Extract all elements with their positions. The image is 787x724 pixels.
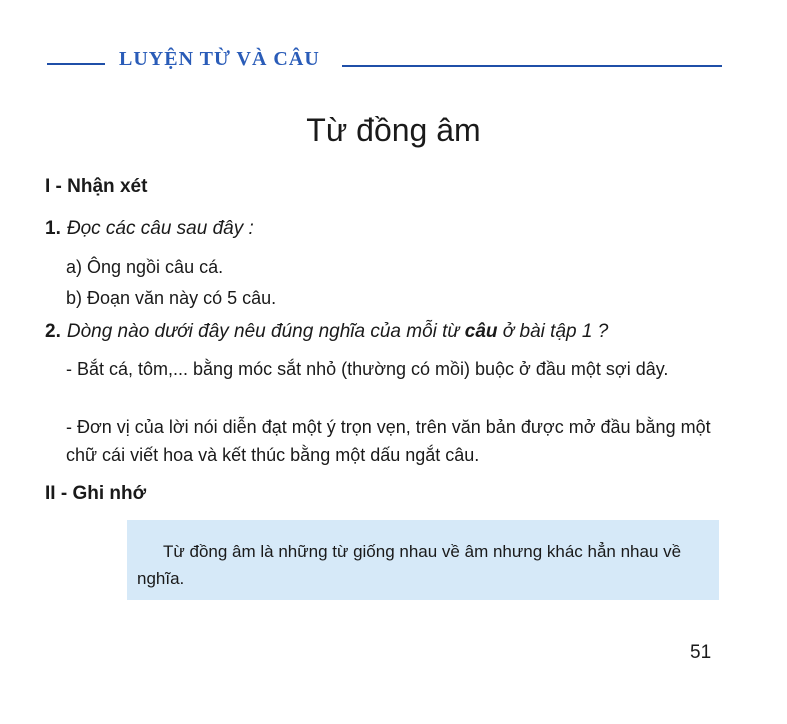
question-1-number: 1.	[45, 218, 61, 239]
definition-2: - Đơn vị của lời nói diễn đạt một ý trọn vẹn, trên văn bản được mở đầu bằng một chữ cái viết hoa và kết thúc bằng một dấu ngắt câu.	[66, 417, 711, 465]
example-sentence-b: b) Đoạn văn này có 5 câu.	[66, 288, 277, 308]
section-heading-remember: II - Ghi nhớ	[45, 483, 147, 504]
remember-note-box	[127, 520, 719, 600]
remember-note-text: Từ đồng âm là những từ giống nhau về âm nhưng khác hẳn nhau về nghĩa.	[137, 542, 682, 588]
question-2-number: 2.	[45, 321, 61, 342]
lesson-header	[47, 46, 722, 76]
example-sentence-a: a) Ông ngồi câu cá.	[66, 257, 224, 277]
section-heading-observations: I - Nhận xét	[45, 176, 148, 197]
header-rule-left	[47, 63, 105, 65]
lesson-title: Từ đồng âm	[306, 112, 481, 148]
page-number: 51	[690, 642, 712, 663]
question-2-prompt: Dòng nào dưới đây nêu đúng nghĩa của mỗi từ câu ở bài tập 1 ?	[66, 321, 609, 342]
definition-1: - Bắt cá, tôm,... bằng móc sắt nhỏ (thường có mồi) buộc ở đầu một sợi dây.	[66, 359, 669, 379]
lesson-category: LUYỆN TỪ VÀ CÂU	[119, 48, 320, 70]
question-1-prompt: Đọc các câu sau đây :	[66, 218, 254, 239]
question-1	[45, 218, 254, 240]
question-2	[45, 321, 608, 343]
header-rule-right	[342, 65, 722, 67]
